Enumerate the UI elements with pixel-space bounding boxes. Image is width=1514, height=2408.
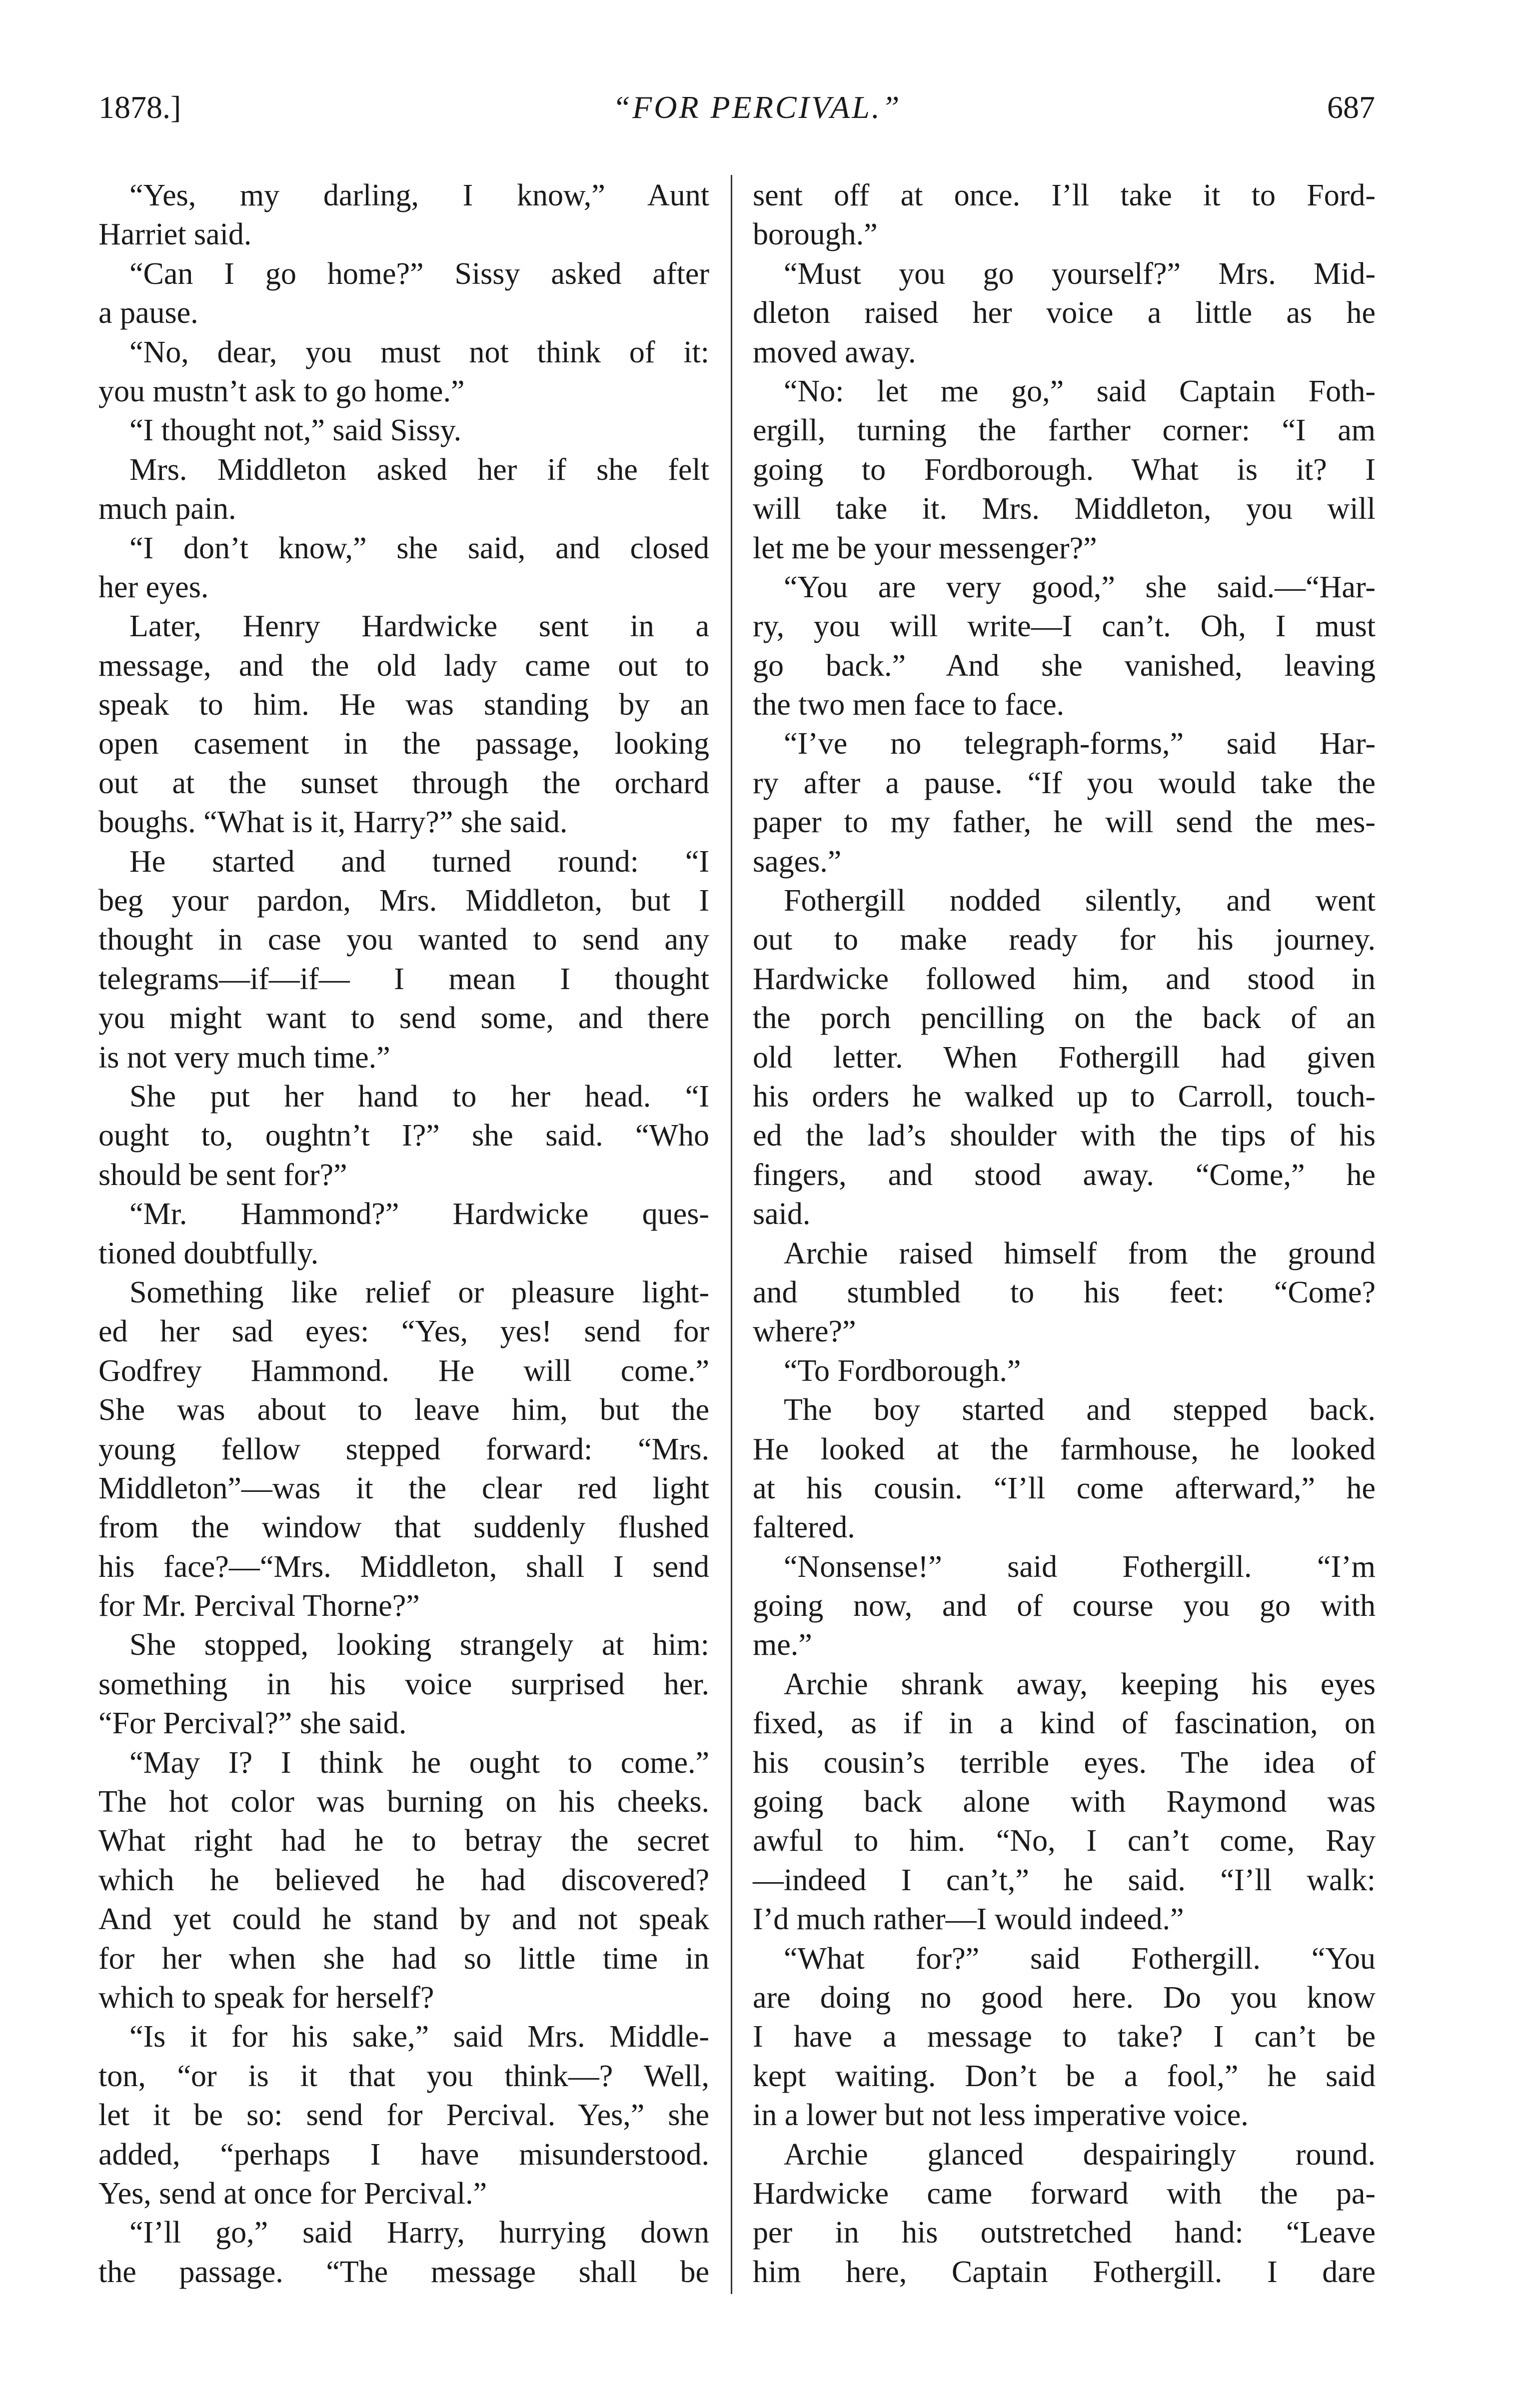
paragraph: [753, 176, 1376, 254]
text-line: from the window that suddenly flushed: [98, 1510, 709, 1545]
text-line: let me be your messenger?”: [753, 531, 1097, 565]
text-line: go back.” And she vanished, leaving: [753, 648, 1376, 683]
paragraph: [98, 1077, 709, 1195]
text-line: his orders he walked up to Carroll, touch-: [753, 1079, 1376, 1114]
text-line: “May I? I think he ought to come.”: [129, 1745, 709, 1780]
text-line: telegrams—if—if— I mean I thought: [98, 962, 709, 996]
text-line: “What for?” said Fothergill. “You: [784, 1941, 1376, 1976]
text-line: “Must you go yourself?” Mrs. Mid-: [784, 256, 1376, 291]
paragraph: [753, 372, 1376, 568]
text-line: the two men face to face.: [753, 688, 1065, 722]
text-line: a pause.: [98, 296, 198, 330]
text-line: “Is it for his sake,” said Mrs. Middle-: [129, 2020, 709, 2054]
text-line: Archie shrank away, keeping his eyes: [784, 1667, 1376, 1701]
text-line: going to Fordborough. What is it? I: [753, 452, 1376, 487]
text-line: “I don’t know,” she said, and closed: [129, 531, 709, 565]
paragraph: [98, 450, 709, 529]
text-line: And yet could he stand by and not speak: [98, 1902, 709, 1937]
text-line: Fothergill nodded silently, and went: [784, 884, 1376, 918]
text-line: out at the sunset through the orchard: [98, 766, 709, 800]
text-line: Godfrey Hammond. He will come.”: [98, 1353, 709, 1388]
text-line: “I thought not,” said Sissy.: [129, 413, 462, 448]
text-line: in a lower but not less imperative voice.: [753, 2098, 1249, 2133]
text-line: is not very much time.”: [98, 1040, 390, 1075]
text-line: are doing no good here. Do you know: [753, 1980, 1376, 2015]
text-line: at his cousin. “I’ll come afterward,” he: [753, 1471, 1376, 1505]
text-line: Later, Henry Hardwicke sent in a: [129, 609, 709, 644]
paragraph: [753, 2213, 1376, 2292]
text-line: “Yes, my darling, I know,” Aunt: [129, 178, 709, 212]
text-line: I have a message to take? I can’t be: [753, 2020, 1376, 2054]
text-line: awful to him. “No, I can’t come, Ray: [753, 1824, 1376, 1858]
text-line: moved away.: [753, 335, 916, 369]
text-line: you might want to send some, and there: [98, 1001, 709, 1036]
text-line: young fellow stepped forward: “Mrs.: [98, 1432, 709, 1466]
text-line: me.”: [753, 1628, 812, 1662]
text-line: I’d much rather—I would indeed.”: [753, 1902, 1184, 1937]
text-line: you mustn’t ask to go home.”: [98, 374, 465, 408]
text-line: “Nonsense!” said Fothergill. “I’m: [784, 1549, 1376, 1584]
text-line: going now, and of course you go with: [753, 1589, 1376, 1623]
paragraph: [98, 2213, 709, 2292]
paragraph: [98, 1743, 709, 2018]
paragraph: [98, 529, 709, 607]
column-divider: [731, 175, 732, 2294]
text-line: He looked at the farmhouse, he looked: [753, 1432, 1376, 1466]
text-line: Harriet said.: [98, 217, 252, 252]
paragraph: [98, 842, 709, 1077]
text-line: ed her sad eyes: “Yes, yes! send for: [98, 1314, 709, 1349]
text-line: speak to him. He was standing by an: [98, 688, 709, 722]
text-line: fixed, as if in a kind of fascination, on: [753, 1706, 1376, 1741]
text-line: Yes, send at once for Percival.”: [98, 2176, 487, 2211]
text-line: paper to my father, he will send the mes-: [753, 805, 1376, 840]
text-line: old letter. When Fothergill had given: [753, 1040, 1376, 1075]
text-line: ought to, oughtn’t I?” she said. “Who: [98, 1119, 709, 1153]
text-line: where?”: [753, 1314, 856, 1349]
paragraph: [753, 2135, 1376, 2214]
text-line: “No, dear, you must not think of it:: [129, 335, 709, 369]
paragraph: [98, 333, 709, 411]
text-line: borough.”: [753, 217, 878, 252]
text-line: What right had he to betray the secret: [98, 1824, 709, 1858]
text-line: added, “perhaps I have misunderstood.: [98, 2137, 709, 2172]
text-line: He started and turned round: “I: [129, 844, 709, 879]
text-line: message, and the old lady came out to: [98, 648, 709, 683]
text-line: thought in case you wanted to send any: [98, 923, 709, 957]
paragraph: [98, 1625, 709, 1743]
text-line: ton, “or is it that you think—? Well,: [98, 2059, 709, 2093]
paragraph: [753, 1939, 1376, 2135]
text-line: which he believed he had discovered?: [98, 1863, 709, 1897]
text-line: for her when she had so little time in: [98, 1941, 709, 1976]
text-line: Middleton”—was it the clear red light: [98, 1471, 709, 1505]
paragraph: [98, 1273, 709, 1626]
paragraph: [753, 1547, 1376, 1665]
text-line: will take it. Mrs. Middleton, you will: [753, 492, 1376, 526]
text-line: ed the lad’s shoulder with the tips of his: [753, 1119, 1376, 1153]
text-line: ergill, turning the farther corner: “I am: [753, 413, 1376, 448]
paragraph: [753, 1234, 1376, 1351]
text-line: his cousin’s terrible eyes. The idea of: [753, 1745, 1376, 1780]
text-line: open casement in the passage, looking: [98, 727, 709, 761]
text-line: Mrs. Middleton asked her if she felt: [129, 452, 709, 487]
paragraph: [753, 1665, 1376, 1939]
text-line: let it be so: send for Percival. Yes,” she: [98, 2098, 709, 2133]
running-head-title: “FOR PERCIVAL.”: [612, 89, 902, 125]
text-line: kept waiting. Don’t be a fool,” he said: [753, 2059, 1376, 2093]
paragraph: [753, 568, 1376, 725]
text-line: tioned doubtfully.: [98, 1236, 319, 1270]
text-line: She was about to leave him, but the: [98, 1393, 709, 1427]
paragraph: [753, 1390, 1376, 1547]
text-line: Hardwicke followed him, and stood in: [753, 962, 1376, 996]
text-line: The boy started and stepped back.: [784, 1393, 1376, 1427]
text-line: ry after a pause. “If you would take the: [753, 766, 1376, 800]
paragraph: [98, 1195, 709, 1273]
left-column: [98, 176, 709, 2292]
text-line: Something like relief or pleasure light-: [129, 1275, 709, 1309]
text-line: the passage. “The message shall be: [98, 2255, 709, 2289]
paragraph: [753, 1351, 1376, 1390]
text-line: ry, you will write—I can’t. Oh, I must: [753, 609, 1376, 644]
text-line: boughs. “What is it, Harry?” she said.: [98, 805, 568, 840]
text-line: She stopped, looking strangely at him:: [129, 1628, 709, 1662]
paragraph: [753, 881, 1376, 1234]
text-line: “Mr. Hammond?” Hardwicke ques-: [129, 1197, 709, 1231]
text-line: —indeed I can’t,” he said. “I’ll walk:: [753, 1863, 1376, 1897]
text-line: “No: let me go,” said Captain Foth-: [784, 374, 1376, 408]
text-line: “For Percival?” she said.: [98, 1706, 407, 1741]
text-line: She put her hand to her head. “I: [129, 1079, 709, 1114]
text-line: beg your pardon, Mrs. Middleton, but I: [98, 884, 709, 918]
text-line: out to make ready for his journey.: [753, 923, 1376, 957]
text-line: and stumbled to his feet: “Come?: [753, 1275, 1376, 1309]
paragraph: [98, 254, 709, 333]
text-line: “I’ll go,” said Harry, hurrying down: [129, 2216, 709, 2250]
text-line: going back alone with Raymond was: [753, 1785, 1376, 1819]
text-line: said.: [753, 1197, 811, 1231]
paragraph: [98, 607, 709, 842]
paragraph: [98, 2017, 709, 2213]
text-line: fingers, and stood away. “Come,” he: [753, 1158, 1376, 1192]
text-line: sent off at once. I’ll take it to Ford-: [753, 178, 1376, 212]
paragraph: [753, 724, 1376, 881]
text-line: Archie glanced despairingly round.: [784, 2137, 1376, 2172]
right-column: [753, 176, 1376, 2292]
text-line: much pain.: [98, 492, 236, 526]
text-line: her eyes.: [98, 570, 209, 604]
text-line: per in his outstretched hand: “Leave: [753, 2216, 1376, 2250]
page-number: 687: [1327, 89, 1375, 125]
text-line: faltered.: [753, 1510, 855, 1545]
text-line: should be sent for?”: [98, 1158, 347, 1192]
text-line: Hardwicke came forward with the pa-: [753, 2176, 1376, 2211]
text-line: the porch pencilling on the back of an: [753, 1001, 1376, 1036]
text-line: dleton raised her voice a little as he: [753, 296, 1376, 330]
text-line: his face?—“Mrs. Middleton, shall I send: [98, 1549, 709, 1584]
text-line: The hot color was burning on his cheeks.: [98, 1785, 709, 1819]
text-line: sages.”: [753, 844, 842, 879]
text-line: which to speak for herself?: [98, 1980, 434, 2015]
paragraph: [753, 254, 1376, 372]
text-line: something in his voice surprised her.: [98, 1667, 709, 1701]
running-head-year: 1878.]: [98, 89, 181, 125]
text-line: “You are very good,” she said.—“Har-: [784, 570, 1376, 604]
paragraph: [98, 176, 709, 254]
text-line: him here, Captain Fothergill. I dare: [753, 2255, 1376, 2289]
text-line: “Can I go home?” Sissy asked after: [129, 256, 709, 291]
text-line: “To Fordborough.”: [784, 1353, 1021, 1388]
text-line: Archie raised himself from the ground: [784, 1236, 1376, 1270]
paragraph: [98, 411, 709, 450]
text-line: for Mr. Percival Thorne?”: [98, 1589, 420, 1623]
text-line: “I’ve no telegraph-forms,” said Har-: [784, 727, 1376, 761]
